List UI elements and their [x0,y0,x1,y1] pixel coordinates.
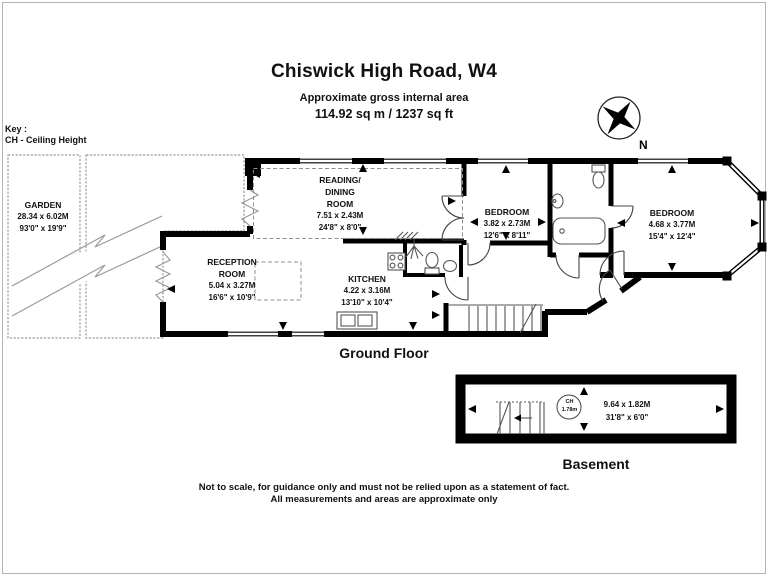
ground-floor-stairs [448,304,543,333]
room-metric: 9.64 x 1.82M [603,400,651,409]
bathroom-toilet [592,165,605,188]
room-imperial: 12'6" x 8'11" [483,231,531,240]
compass-icon [598,97,648,152]
reception-room-label [172,256,292,304]
room-imperial: 31'8" x 6'0" [605,412,649,422]
page-subtitle: Approximate gross internal area [299,92,469,104]
room-name: READING/ [319,175,361,185]
key-ceiling-height: CH - Ceiling Height [5,135,87,145]
room-metric: 5.04 x 3.27M [208,281,256,290]
key-title: Key : [5,124,28,134]
room-name: BEDROOM [484,207,530,217]
ch-abbr: CH [565,399,574,405]
room-imperial: 15'4" x 12'4" [648,232,696,241]
room-metric: 4.22 x 3.16M [343,286,391,295]
compass-north-label: N [639,138,648,152]
basement-title: Basement [562,456,630,472]
room-imperial: 16'6" x 10'9" [208,293,256,302]
room-name: ROOM [326,199,354,209]
kitchen-label [312,273,422,309]
ground-floor-title: Ground Floor [339,345,429,361]
disclaimer-line2: All measurements and areas are approximate only [270,494,498,505]
room-imperial: 24'8" x 8'0" [318,223,362,232]
bedroom1-label [457,206,557,242]
wc-toilet [425,253,439,275]
room-name: KITCHEN [348,274,386,284]
room-name: GARDEN [24,200,62,210]
room-imperial: 13'10" x 10'4" [341,298,393,307]
room-name: RECEPTION [207,257,257,267]
room-name: BEDROOM [649,208,695,218]
bedroom2-label [610,207,734,243]
basement-dimensions-label [575,399,679,424]
bathtub [553,218,605,244]
kitchen-hob [388,253,405,270]
exterior-walls [156,158,727,337]
kitchen-sink [337,312,377,329]
page-title: Chiswick High Road, W4 [270,61,498,82]
room-name: DINING [325,187,355,197]
garden-label [6,199,80,235]
room-metric: 3.82 x 2.73M [483,219,531,228]
room-imperial: 93'0" x 19'9" [19,224,67,233]
disclaimer-line1: Not to scale, for guidance only and must not be relied upon as a statement of fact. [198,482,570,493]
reading-dining-room-label [280,174,400,234]
room-name: ROOM [218,269,246,279]
wc-basin [444,261,457,272]
room-metric: 7.51 x 2.43M [316,211,364,220]
ch-value: 1.78m [561,406,578,413]
gross-internal-area: 114.92 sq m / 1237 sq ft [314,107,454,121]
room-metric: 4.68 x 3.77M [648,220,696,229]
room-metric: 28.34 x 6.02M [17,212,69,221]
ceiling-height-label [556,399,583,414]
